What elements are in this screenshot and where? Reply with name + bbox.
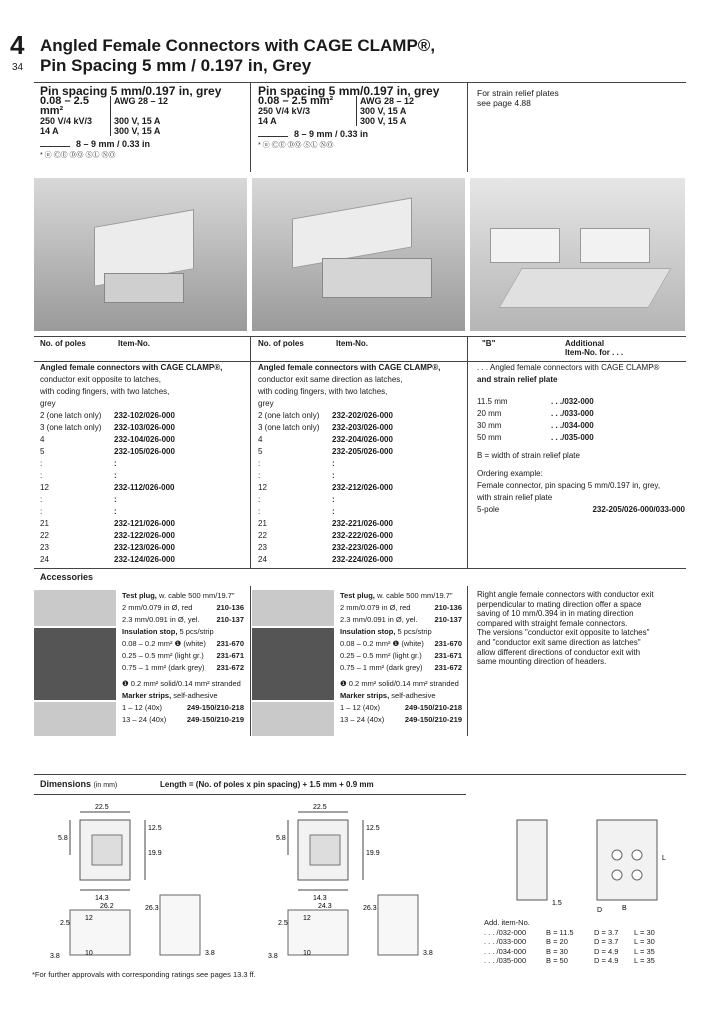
poles-cell: : — [258, 471, 261, 480]
item-no-cell: 232-222/026-000 — [332, 531, 393, 540]
poles-cell: : — [40, 507, 43, 516]
spec-awg: AWG 28 – 12 — [110, 96, 168, 116]
width-cell: 50 mm — [477, 433, 502, 442]
item-no-cell: : — [332, 507, 335, 516]
spec-ul: 300 V, 15 A — [356, 106, 406, 116]
connector-body — [580, 228, 650, 263]
spec-block-2 — [258, 86, 463, 151]
spec-ul: 300 V, 15 A — [110, 116, 160, 126]
divider — [34, 774, 686, 775]
table-row — [258, 518, 463, 530]
spec-range: 0.08 – 2.5 mm² — [258, 95, 334, 107]
table-row — [40, 506, 245, 518]
add-item-cell: . . . /035-000 — [484, 956, 527, 965]
item-no-cell: 232-102/026-000 — [114, 411, 175, 420]
dimension-drawing-strain-plate — [477, 800, 685, 915]
add-item-cell: B = 20 — [546, 937, 568, 946]
table-row — [258, 482, 463, 494]
add-item-row — [484, 947, 684, 957]
table-row — [477, 396, 685, 408]
description-line: compared with straight female connectors. — [477, 618, 628, 628]
product-photo-same — [252, 178, 465, 331]
table-row — [40, 554, 245, 566]
dim-label: 12.5 — [366, 825, 380, 832]
table-row — [258, 434, 463, 446]
add-item-cell: L = 35 — [634, 946, 655, 956]
spec-approvals: * ⓤ ⒸⒺ ⒹⓆ ⓈⓁ ⓃⓄ — [40, 152, 116, 159]
add-item-cell: L = 35 — [634, 956, 655, 965]
chapter-number: 4 — [10, 30, 25, 60]
poles-cell: 24 — [258, 555, 267, 564]
spec-approvals: * ⓤ ⒸⒺ ⒹⓆ ⓈⓁ ⓃⓄ — [258, 142, 334, 149]
dim-label: L — [662, 855, 666, 862]
poles-cell: 4 — [258, 435, 263, 444]
dim-label: 12 — [85, 915, 93, 922]
dimensions-title: Dimensions (in mm) — [40, 779, 118, 789]
divider — [34, 336, 686, 337]
spec-strip: 8 – 9 mm / 0.33 in — [294, 129, 369, 139]
spec-csa: 300 V, 15 A — [110, 126, 160, 136]
item-no-cell: . . ./034-000 — [551, 421, 594, 430]
dim-label: D — [597, 907, 603, 914]
poles-cell: 22 — [40, 531, 49, 540]
dim-label: 3.8 — [268, 953, 278, 960]
poles-cell: 24 — [40, 555, 49, 564]
divider — [34, 82, 686, 83]
poles-cell: : — [40, 471, 43, 480]
table-row — [258, 410, 463, 422]
item-no-cell: : — [332, 471, 335, 480]
divider — [467, 82, 468, 172]
dim-label: 26.2 — [100, 903, 114, 910]
insulation-stop-image — [252, 628, 334, 700]
col-header-item: Item-No. — [118, 339, 150, 348]
table-row — [258, 506, 463, 518]
accessories-left: Test plug, w. cable 500 mm/19.7" 2 mm/0.079 in Ø, red 210-136 2.3 mm/0.091 in Ø, yel. 210-137 Insulation stop, 5 pcs/strip 0.08 – 0.2 mm² ❶ (white) 231-670 0.25 – 0.5 mm² (light gr.) 231-671 0.75 – 1 mm² (dark grey) 231-672 ❶ 0.2 mm² solid/0.14 mm² stranded Marker strips, self-adhesive 1 – 12 (40x) 249-150/210-218 13 – 24 (40x) 249-150/210-219 — [122, 591, 244, 724]
test-plug-image — [34, 590, 116, 626]
table-opposite: Angled female connectors with CAGE CLAMP®, conductor exit opposite to latches, with coding fingers, with two latches, grey 2 (one latch only) 232-102/026-000 3 (one latch only) 232-103/026-000 4 232-104/026-000 5 232-105/026-000 : : : : 12 232-112/026-000 : : : : 21 232-121/026-000 22 232-122/026-000 23 232-123/026-000 24 232-124/026-000 — [40, 362, 245, 566]
add-item-row — [484, 937, 684, 947]
add-item-cell: . . . /032-000 — [484, 927, 527, 937]
item-no-cell: 232-104/026-000 — [114, 435, 175, 444]
table-row — [477, 432, 685, 444]
front-outline — [160, 895, 200, 955]
add-item-cell: . . . /033-000 — [484, 937, 527, 946]
width-cell: 20 mm — [477, 409, 502, 418]
plate-hole — [632, 870, 642, 880]
add-item-cell: . . . /034-000 — [484, 946, 527, 956]
dim-label: 26.3 — [363, 905, 377, 912]
table-row — [40, 458, 245, 470]
poles-cell: 21 — [258, 519, 267, 528]
table-row — [40, 434, 245, 446]
poles-cell: : — [40, 459, 43, 468]
item-no-cell: : — [114, 495, 117, 504]
insulation-stop-image — [34, 628, 116, 700]
item-no-cell: 232-121/026-000 — [114, 519, 175, 528]
dim-label: 5.8 — [58, 835, 68, 842]
dim-label: 22.5 — [95, 804, 109, 811]
table-row — [258, 470, 463, 482]
poles-cell: 12 — [40, 483, 49, 492]
connector-front — [322, 258, 432, 298]
table-row — [258, 422, 463, 434]
table-row — [40, 446, 245, 458]
side-outline — [70, 910, 130, 955]
dim-label: 1.5 — [552, 900, 562, 907]
add-item-cell: B = 11.5 — [546, 927, 574, 937]
table-same: Angled female connectors with CAGE CLAMP®, conductor exit same direction as latches, with coding fingers, with two latches, grey 2 (one latch only) 232-202/026-000 3 (one latch only) 232-203/026-000 4 232-204/026-000 5 232-205/026-000 : : : : 12 232-212/026-000 : : : : 21 232-221/026-000 22 232-222/026-000 23 232-223/026-000 24 232-224/026-000 — [258, 362, 463, 566]
dim-label: 26.3 — [145, 905, 159, 912]
description-line: The versions "conductor exit opposite to latches" — [477, 628, 650, 638]
spec-current: 14 A — [258, 116, 277, 126]
poles-cell: 2 (one latch only) — [258, 411, 320, 420]
spec-csa: 300 V, 15 A — [356, 116, 406, 126]
product-photo-strain-relief — [470, 178, 685, 331]
table-row — [40, 410, 245, 422]
dim-label: B — [622, 905, 627, 912]
divider — [34, 794, 466, 795]
item-no-cell: : — [114, 471, 117, 480]
plate-hole — [632, 850, 642, 860]
length-formula: Length = (No. of poles x pin spacing) + 1.5 mm + 0.9 mm — [160, 780, 374, 789]
table-row — [40, 482, 245, 494]
divider — [250, 586, 251, 736]
connector-detail — [310, 835, 340, 865]
dim-label: 2.5 — [278, 920, 288, 927]
item-no-cell: : — [114, 507, 117, 516]
item-no-cell: 232-224/026-000 — [332, 555, 393, 564]
accessories-description — [477, 590, 687, 667]
table-row — [477, 420, 685, 432]
plate-side — [517, 820, 547, 900]
table-row — [258, 530, 463, 542]
spec-voltage: 250 V/4 kV/3 — [258, 106, 311, 116]
poles-cell: 22 — [258, 531, 267, 540]
poles-cell: 3 (one latch only) — [40, 423, 102, 432]
strip-length-icon — [40, 146, 70, 147]
description-line: and "conductor exit same direction as latches" — [477, 637, 641, 647]
plate-front — [597, 820, 657, 900]
poles-cell: 4 — [40, 435, 45, 444]
front-outline — [378, 895, 418, 955]
table-row — [477, 408, 685, 420]
table-row — [258, 542, 463, 554]
poles-cell: 23 — [40, 543, 49, 552]
item-no-cell: : — [332, 495, 335, 504]
page-title: Angled Female Connectors with CAGE CLAMP®, — [40, 36, 436, 55]
connector-body — [490, 228, 560, 263]
poles-cell: 5 — [258, 447, 263, 456]
item-no-cell: 232-202/026-000 — [332, 411, 393, 420]
dim-label: 14.3 — [95, 895, 109, 902]
dim-label: 5.8 — [276, 835, 286, 842]
item-no-cell: : — [332, 459, 335, 468]
add-item-cell: D = 4.9 — [594, 946, 619, 956]
add-item-cell: D = 3.7 — [594, 937, 619, 946]
poles-cell: : — [258, 495, 261, 504]
col-header-additional: Additional Item-No. for . . . — [565, 339, 624, 357]
dim-label: 24.3 — [318, 903, 332, 910]
item-no-cell: 232-212/026-000 — [332, 483, 393, 492]
spec-title: Pin spacing 5 mm/0.197 in, grey — [40, 84, 222, 98]
poles-cell: 21 — [40, 519, 49, 528]
dim-label: 10 — [85, 950, 93, 957]
spec-range: 0.08 – 2.5 mm² — [40, 95, 89, 117]
item-no-cell: 232-122/026-000 — [114, 531, 175, 540]
dim-label: 2.5 — [60, 920, 70, 927]
item-no-cell: 232-221/026-000 — [332, 519, 393, 528]
side-outline — [288, 910, 348, 955]
table-row — [40, 494, 245, 506]
spec-awg: AWG 28 – 12 — [356, 96, 414, 106]
item-no-cell: . . ./035-000 — [551, 433, 594, 442]
item-no-cell: 232-203/026-000 — [332, 423, 393, 432]
spec-current: 14 A — [40, 126, 59, 136]
spec-title: Pin spacing 5 mm/0.197 in, grey — [258, 84, 440, 98]
dim-label: 10 — [303, 950, 311, 957]
add-item-cell: L = 30 — [634, 927, 655, 937]
item-no-cell: 232-105/026-000 — [114, 447, 175, 456]
connector-detail — [92, 835, 122, 865]
add-item-table: Add. item-No. . . . /032-000 B = 11.5 D = 3.7 L = 30 . . . /033-000 B = 20 D = 3.7 L = 30 . . . /034-000 B = 30 D = 4.9 L = 35 . . . /035-000 B = 50 D = 4.9 L = 35 — [484, 918, 684, 966]
poles-cell: : — [258, 459, 261, 468]
description-line: allow different directions of conductor exit with — [477, 647, 641, 657]
page-number: 34 — [12, 62, 24, 73]
add-item-row — [484, 956, 684, 966]
accessories-right: Test plug, w. cable 500 mm/19.7" 2 mm/0.079 in Ø, red 210-136 2.3 mm/0.091 in Ø, yel. 210-137 Insulation stop, 5 pcs/strip 0.08 – 0.2 mm² ❶ (white) 231-670 0.25 – 0.5 mm² (light gr.) 231-671 0.75 – 1 mm² (dark grey) 231-672 ❶ 0.2 mm² solid/0.14 mm² stranded Marker strips, self-adhesive 1 – 12 (40x) 249-150/210-218 13 – 24 (40x) 249-150/210-219 — [340, 591, 462, 724]
marker-strip-image — [252, 702, 334, 736]
spec-voltage: 250 V/4 kV/3 — [40, 116, 93, 126]
col-header-poles: No. of poles — [40, 339, 86, 348]
add-item-row — [484, 928, 684, 938]
add-item-cell: D = 4.9 — [594, 956, 619, 965]
table-row — [40, 422, 245, 434]
dim-label: 12.5 — [148, 825, 162, 832]
dim-label: 3.8 — [205, 950, 215, 957]
dim-label: 14.3 — [313, 895, 327, 902]
add-item-cell: B = 30 — [546, 946, 568, 956]
poles-cell: : — [40, 495, 43, 504]
poles-cell: 3 (one latch only) — [258, 423, 320, 432]
poles-cell: 2 (one latch only) — [40, 411, 102, 420]
spec-strip: 8 – 9 mm / 0.33 in — [76, 139, 151, 149]
col-header-item: Item-No. — [336, 339, 368, 348]
add-item-cell: B = 50 — [546, 956, 568, 965]
item-no-cell: 232-204/026-000 — [332, 435, 393, 444]
table-row — [40, 542, 245, 554]
col-header-b: "B" — [482, 339, 496, 348]
width-cell: 11.5 mm — [477, 397, 508, 406]
plate-hole — [612, 870, 622, 880]
dimension-drawing-opposite — [40, 800, 245, 968]
dim-label: 12 — [303, 915, 311, 922]
dimension-drawing-same — [258, 800, 463, 968]
item-no-cell: 232-112/026-000 — [114, 483, 175, 492]
plate-hole — [612, 850, 622, 860]
accessories-title: Accessories — [40, 572, 94, 582]
item-no-cell: : — [114, 459, 117, 468]
page-subtitle: Pin Spacing 5 mm / 0.197 in, Grey — [40, 56, 312, 75]
divider — [34, 568, 686, 569]
dim-label: 19.9 — [366, 850, 380, 857]
item-no-cell: . . ./033-000 — [551, 409, 594, 418]
col-header-poles: No. of poles — [258, 339, 304, 348]
spec-block-1 — [40, 86, 245, 161]
item-no-cell: 232-124/026-000 — [114, 555, 175, 564]
description-line: Right angle female connectors with conductor exit — [477, 590, 654, 599]
strain-relief-note: For strain relief plates see page 4.88 — [477, 88, 559, 108]
table-row — [40, 530, 245, 542]
add-item-cell: L = 30 — [634, 937, 655, 946]
description-line: perpendicular to mating direction offer a space — [477, 599, 642, 609]
test-plug-image — [252, 590, 334, 626]
dim-label: 3.8 — [423, 950, 433, 957]
divider — [467, 586, 468, 736]
table-row — [258, 446, 463, 458]
width-cell: 30 mm — [477, 421, 502, 430]
poles-cell: 12 — [258, 483, 267, 492]
table-strain: . . . Angled female connectors with CAGE CLAMP® and strain relief plate 11.5 mm . . ./032-000 20 mm . . ./033-000 30 mm . . ./034-000 50 mm . . ./035-000 B = width of strain relief plate Ordering example: Female connector, pin spacing 5 mm/0.197 in, grey, with strain relief plate 5-pole 232-205/026-000/033-000 — [477, 363, 685, 514]
table-row — [258, 494, 463, 506]
table-row — [40, 518, 245, 530]
poles-cell: : — [258, 507, 261, 516]
dim-label: 19.9 — [148, 850, 162, 857]
strip-length-icon — [258, 136, 288, 137]
poles-cell: 5 — [40, 447, 45, 456]
table-row — [258, 458, 463, 470]
item-no-cell: . . ./032-000 — [551, 397, 594, 406]
divider — [467, 336, 468, 568]
product-photo-opposite — [34, 178, 247, 331]
table-row — [258, 554, 463, 566]
description-line: same mounting direction of headers. — [477, 657, 607, 667]
footnote: *For further approvals with corresponding ratings see pages 13.3 ff. — [32, 970, 256, 979]
connector-front — [104, 273, 184, 303]
divider — [250, 336, 251, 568]
item-no-cell: 232-223/026-000 — [332, 543, 393, 552]
item-no-cell: 232-103/026-000 — [114, 423, 175, 432]
divider — [250, 82, 251, 172]
add-item-cell: D = 3.7 — [594, 927, 619, 937]
strain-relief-plate — [498, 268, 671, 308]
description-line: saving of 10 mm/0.394 in in mating direction — [477, 609, 634, 619]
item-no-cell: 232-205/026-000 — [332, 447, 393, 456]
dim-label: 3.8 — [50, 953, 60, 960]
dim-label: 22.5 — [313, 804, 327, 811]
table-row — [40, 470, 245, 482]
item-no-cell: 232-123/026-000 — [114, 543, 175, 552]
poles-cell: 23 — [258, 543, 267, 552]
marker-strip-image — [34, 702, 116, 736]
